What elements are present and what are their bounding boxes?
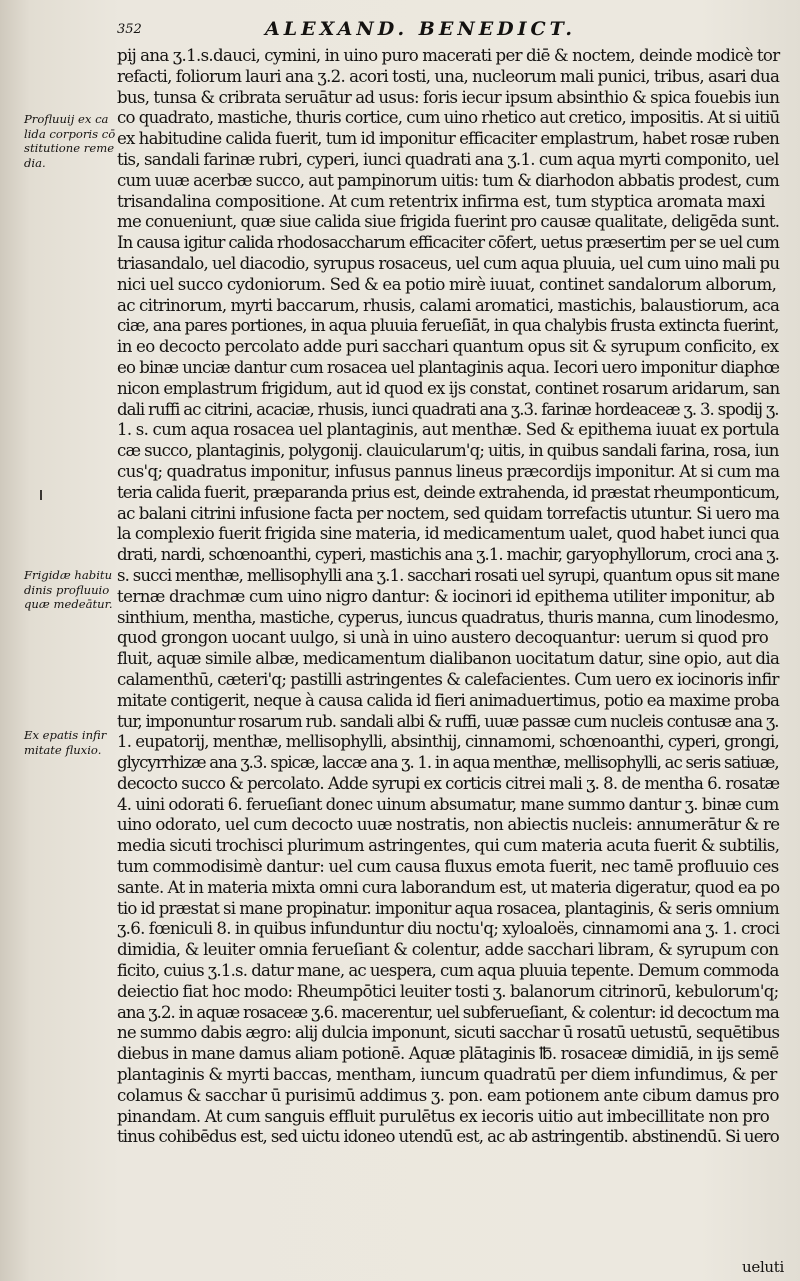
text-line: colamus & sacchar ū purisimū addimus ʒ. pon. eam potionem ante cibum damus pro [117,1085,779,1105]
text-line: ac citrinorum, myrti baccarum, rhusis, calami aromatici, mastichis, balaustiorum, aca [117,295,780,315]
text-line: eo binæ unciæ dantur cum rosacea uel plantaginis aqua. Iecori uero imponitur diaphœ [117,357,780,377]
text-line: diebus in mane damus aliam potionē. Aquæ plātaginis ℔. rosaceæ dimidiā, in ijs semē [117,1044,779,1064]
text-line: ʒ.6. fœniculi 8. in quibus infunduntur diu noctu'q; xyloaloës, cinnamomi ana ʒ. 1. croci [117,919,780,939]
margin-note-line: mitate fluxio. [24,742,102,757]
margin-note-profluuij [24,112,119,170]
margin-note-frigidae [24,568,119,612]
text-line: tis, sandali farinæ rubri, cyperi, iunci quadrati ana ʒ.1. cum aqua myrti componito, uel [117,149,779,169]
body-text [117,46,781,1148]
catchword: ueluti [742,1258,785,1276]
text-line: ternæ drachmæ cum uino nigro dantur: & iocinori id epithema utiliter imponitur, ab [117,586,775,606]
text-line: cæ succo, plantaginis, polygonij. clauicularum'q; uitis, in quibus sandali farina, rosa, iun [117,441,779,461]
text-line: bus, tunsa & cribrata seruātur ad usus: foris iecur ipsum absinthio & spica fouebis iun [117,87,780,107]
text-line: ac balani citrini infusione facta per noctem, sed quidam torrefactis utuntur. Si uero ma [117,503,780,523]
text-line: mitate contigerit, neque à causa calida id fieri animaduertimus, potio ea maxime proba [117,690,780,710]
text-line: calamenthū, cæteri'q; pastilli astringentes & calefacientes. Cum uero ex iocinoris infir [117,669,779,689]
margin-note-line: quæ medeātur. [24,597,113,611]
margin-ink-mark [40,490,42,500]
page-number: 352 [117,22,142,37]
text-line: ciæ, ana pares portiones, in aqua pluuia ferueſiāt, in qua chalybis frusta extincta fuerint, [117,316,779,336]
text-line: In causa igitur calida rhodosaccharum efficaciter cōfert, uetus præsertim per se uel cum [117,233,779,253]
text-line: decocto succo & percolato. Adde syrupi ex corticis citrei mali ʒ. 8. de mentha 6. rosatæ [117,773,780,793]
text-line: ana ʒ.2. in aquæ rosaceæ ʒ.6. macerentur, uel subferueſiant, & colentur: id decoctum ma [117,1002,779,1022]
text-line: deiectio fiat hoc modo: Rheumpōtici leuiter tosti ʒ. balanorum citrinorū, kebulorum'q; [117,981,779,1001]
margin-note-line: lida corporis cō [24,126,116,141]
text-line: in eo decocto percolato adde puri sacchari quantum opus sit & syrupum conficito, ex [117,337,779,357]
text-line: refacti, foliorum lauri ana ʒ.2. acori tosti, una, nucleorum mali punici, tribus, asari dua [117,66,780,86]
text-line: co quadrato, mastiche, thuris cortice, cum uino rhetico aut cretico, impositis. At si uitiū [117,108,780,128]
text-line: sante. At in materia mixta omni cura laborandum est, ut materia digeratur, quod ea po [117,877,780,897]
text-line: dali ruffi ac citrini, acaciæ, rhusis, iunci quadrati ana ʒ.3. farinæ hordeaceæ ʒ. 3. spodij ʒ. [117,399,779,419]
margin-note-line: dinis profluuio [24,582,110,597]
text-line: tinus cohibēdus est, sed uictu idoneo utendū est, ac ab astringentib. abstinendū. Si uero [117,1127,779,1147]
text-line: drati, nardi, schœnoanthi, cyperi, mastichis ana ʒ.1. machir, garyophyllorum, croci ana ʒ. [117,545,779,565]
margin-note-line: stitutione reme [24,141,115,155]
text-line: tio id præstat si mane propinatur. imponitur aqua rosacea, plantaginis, & seris omnium [117,898,779,918]
text-line: media sicuti trochisci plurimum astringentes, qui cum materia acuta fuerit & subtilis, [117,836,780,856]
text-line: cum uuæ acerbæ succo, aut pampinorum uitis: tum & diarhodon abbatis prodest, cum [117,170,779,190]
text-line: sinthium, mentha, mastiche, cyperus, iuncus quadratus, thuris manna, cum linodesmo, [117,607,779,627]
margin-note-line: Ex epatis infir [24,728,107,742]
text-line: ex habitudine calida fuerit, tum id imponitur efficaciter emplastrum, habet rosæ ruben [117,129,780,149]
text-line: fluit, aquæ simile albæ, medicamentum dialibanon uocitatum datur, sine opio, aut dia [117,649,780,669]
text-line: tur, imponuntur rosarum rub. sandali albi & ruffi, uuæ passæ cum nucleis contusæ ana ʒ. [117,711,779,731]
text-line: triasandalo, uel diacodio, syrupus rosaceus, uel cum aqua pluuia, uel cum uino mali pu [117,253,780,273]
text-line: 1. s. cum aqua rosacea uel plantaginis, aut menthæ. Sed & epithema iuuat ex portula [117,420,779,440]
running-head: ALEXAND. BENEDICT. [265,18,576,40]
text-line: 4. uini odorati 6. ferueſiant donec uinum absumatur, mane summo dantur ʒ. binæ cum [117,794,779,814]
margin-note-line: Profluuij ex ca [24,112,109,126]
text-line: ne summo dabis ægro: alij dulcia imponunt, sicuti sacchar ū rosatū uetustū, sequētibus [117,1023,780,1043]
text-line: cus'q; quadratus imponitur, infusus pannus lineus præcordijs imponitur. At si cum ma [117,461,780,481]
text-line: s. succi menthæ, mellisophylli ana ʒ.1. sacchari rosati uel syrupi, quantum opus sit mane [117,565,780,585]
text-line: pinandam. At cum sanguis effluit purulētus ex iecoris uitio aut imbecillitate non pro [117,1106,770,1126]
text-line: plantaginis & myrti baccas, mentham, iuncum quadratū per diem infundimus, & per [117,1065,777,1085]
text-line: me conueniunt, quæ siue calida siue frigida fuerint pro causæ qualitate, deligēda sunt. [117,212,780,232]
text-line: dimidia, & leuiter omnia ferueſiant & colentur, adde sacchari libram, & syrupum con [117,940,779,960]
text-line: pij ana ʒ.1.s.dauci, cymini, in uino puro macerati per diē & noctem, deinde modicè tor [117,46,780,65]
text-line: 1. eupatorij, menthæ, mellisophylli, absinthij, cinnamomi, schœnoanthi, cyperi, grongi, [117,732,780,752]
margin-note-line: dia. [24,155,46,170]
text-line: nicon emplastrum frigidum, aut id quod ex ijs constat, continet rosarum aridarum, san [117,378,780,398]
text-line: tum commodisimè dantur: uel cum causa fluxus emota fuerit, nec tamē profluuio ces [117,857,779,877]
text-line: glycyrrhizæ ana ʒ.3. spicæ, laccæ ana ʒ. 1. in aqua menthæ, mellisophylli, ac seris satiuæ, [117,753,779,773]
text-line: nici uel succo cydoniorum. Sed & ea potio mirè iuuat, continet sandalorum alborum, [117,274,777,294]
text-line: quod grongon uocant uulgo, si unà in uino austero decoquantur: uerum si quod pro [117,628,769,648]
text-line: la complexio fuerit frigida sine materia, id medicamentum ualet, quod habet iunci qua [117,524,780,544]
text-line: ficito, cuius ʒ.1.s. datur mane, ac uespera, cum aqua pluuia tepente. Demum commoda [117,961,779,981]
margin-note-ex-epatis [24,728,119,757]
text-line: uino odorato, uel cum decocto uuæ nostratis, non abiectis nucleis: annumerātur & re [117,815,780,835]
text-line: teria calida fuerit, præparanda prius est, deinde extrahenda, id præstat rheumponticum, [117,482,780,502]
margin-note-line: Frigidæ habitu [24,568,113,582]
text-line: trisandalina compositione. At cum retentrix infirma est, tum styptica aromata maxi [117,191,765,211]
